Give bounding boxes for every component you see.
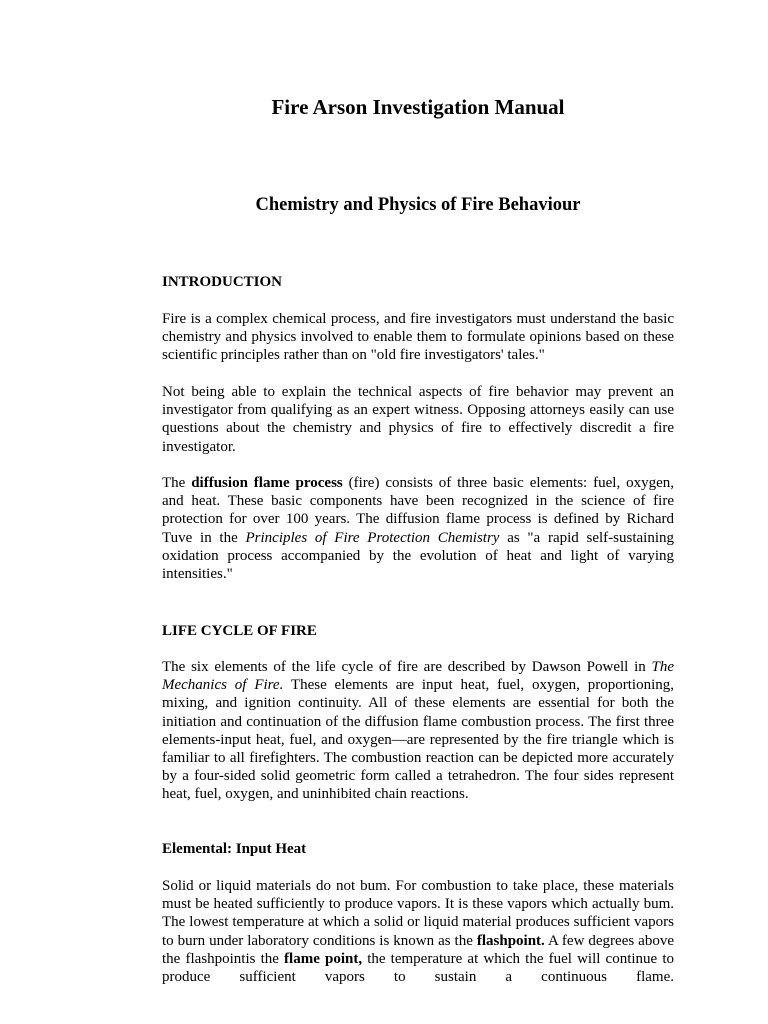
input-heat-middle: A few degrees above the flashpointis the	[162, 932, 674, 967]
introduction-heading: INTRODUCTION	[162, 274, 283, 290]
introduction-paragraph-2: Not being able to explain the technical aspects of fire behavior may prevent an investigator from qualifying as an expert witness. Opposing attorneys easily can use questions about the chemistry and physics of fire to effectively discredit a fire investigator.	[162, 384, 674, 455]
flame-point-term: flame point,	[284, 950, 363, 967]
life-cycle-prefix: The six elements of the life cycle of fire are described by Dawson Powell in	[162, 659, 652, 675]
life-cycle-suffix: These elements are input heat, fuel, oxygen, proportioning, mixing, and ignition continuity. All of these elements are essential for both the initiation and continuation of the diffusion flame combustion process. The first three elements-input heat, fuel, and oxygen—are represented by the fire triangle which is familiar to all firefighters. The combustion reaction can be depicted more accurately by a four-sided solid geometric form called a tetrahedron. The four sides represent heat, fuel, oxygen, and uninhibited chain reactions.	[162, 677, 674, 803]
input-heat-heading: Elemental: Input Heat	[162, 841, 307, 857]
input-heat-paragraph-1	[162, 877, 674, 986]
book-title-mechanics: The Mechanics of Fire.	[162, 659, 674, 694]
flashpoint-term: flashpoint.	[476, 932, 545, 949]
p3-suffix: as "a rapid self-sustaining oxidation process accompanied by the evolution of heat and light of varying intensities."	[162, 529, 674, 583]
diffusion-flame-term: diffusion flame process	[191, 475, 343, 491]
input-heat-prefix: Solid or liquid materials do not bum. For combustion to take place, these materials must be heated sufficiently to produce vapors. It is these vapors which actually bum. The lowest temperature at which a solid or liquid material produces sufficient vapors to burn under laboratory conditions is known as the	[162, 878, 674, 949]
document-page	[162, 0, 674, 1024]
document-subtitle: Chemistry and Physics of Fire Behaviour	[255, 195, 581, 215]
introduction-paragraph-3	[162, 474, 674, 583]
p3-middle: (fire) consists of three basic elements: fuel, oxygen, and heat. These basic components have been recognized in the science of fire protection for over 100 years. The diffusion flame process is defined by Richard Tuve in the	[162, 475, 674, 546]
life-cycle-heading: LIFE CYCLE OF FIRE	[162, 623, 317, 639]
life-cycle-paragraph-1	[162, 658, 674, 804]
input-heat-suffix: the temperature at which the fuel will continue to produce sufficient vapors to sustain a continuous flame.	[162, 950, 674, 986]
book-title-principles: Principles of Fire Protection Chemistry	[245, 529, 500, 546]
document-title: Fire Arson Investigation Manual	[271, 95, 565, 119]
introduction-paragraph-1: Fire is a complex chemical process, and fire investigators must understand the basic chemistry and physics involved to enable them to formulate opinions based on these scientific principles rather than on "old fire investigators' tales."	[162, 311, 674, 364]
p3-prefix: The	[162, 475, 192, 491]
